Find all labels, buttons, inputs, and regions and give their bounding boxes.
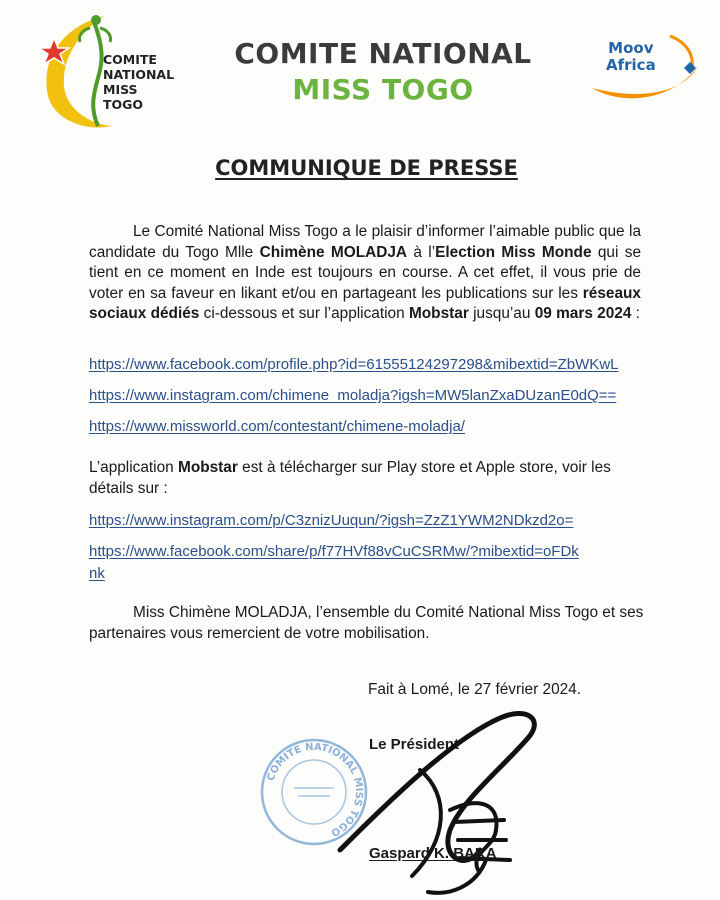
org-title-line1: COMITE NATIONAL — [234, 37, 532, 70]
thanks-paragraph: Miss Chimène MOLADJA, l’ensemble du Comité National Miss Togo et ses partenaires vous remercient de votre mobilisation. — [89, 604, 644, 642]
facebook-app-link-continued[interactable]: nk — [89, 565, 105, 582]
svg-text:COMITE NATIONAL MISS TOGO: COMITE NATIONAL MISS TOGO — [265, 741, 365, 838]
instagram-app-link[interactable]: https://www.instagram.com/p/C3znizUuqun/?igsh=ZzZ1YWM2NDkzd2o= — [89, 512, 574, 529]
app-paragraph: L’application Mobstar est à télécharger sur Play store et Apple store, voir les détails sur : — [89, 459, 611, 497]
place-date: Fait à Lomé, le 27 février 2024. — [368, 681, 582, 698]
intro-paragraph: Le Comité National Miss Togo a le plaisir d’informer l’aimable public que la candidate du Togo Mlle Chimène MOLADJA à l’Election Miss Monde qui se tient en ce moment en Inde est toujours en course. A cet effet, il vous prie de voter en sa faveur en likant et/ou en partageant les publications sur les réseaux sociaux dédiés ci-dessous et sur l’application Mobstar jusqu’au 09 mars 2024 : — [89, 223, 642, 322]
moov-africa-text: Moov Africa — [606, 39, 656, 74]
president-title: Le Président — [369, 736, 460, 753]
left-logo-text: COMITE NATIONAL MISS TOGO — [103, 52, 175, 112]
candidate-name: Chimène MOLADJA — [259, 243, 408, 261]
facebook-app-link[interactable]: https://www.facebook.com/share/p/f77HVf88vCuCSRMw/?mibextid=oFDk — [89, 543, 579, 560]
event-name: Election Miss Monde — [435, 243, 592, 261]
president-name: Gaspard K. BAKA — [369, 845, 497, 862]
missworld-profile-link[interactable]: https://www.missworld.com/contestant/chimene-moladja/ — [89, 418, 465, 435]
org-title — [200, 36, 566, 108]
facebook-profile-link[interactable]: https://www.facebook.com/profile.php?id=61555124297298&mibextid=ZbWKwL — [89, 356, 619, 373]
president-signature — [300, 700, 640, 900]
instagram-profile-link[interactable]: https://www.instagram.com/chimene_moladja?igsh=MW5lanZxaDUzanE0dQ== — [89, 387, 617, 404]
org-title-line2: MISS TOGO — [292, 73, 474, 106]
deadline-date: 09 mars 2024 — [534, 305, 632, 322]
document-title: COMMUNIQUE DE PRESSE — [215, 156, 518, 180]
